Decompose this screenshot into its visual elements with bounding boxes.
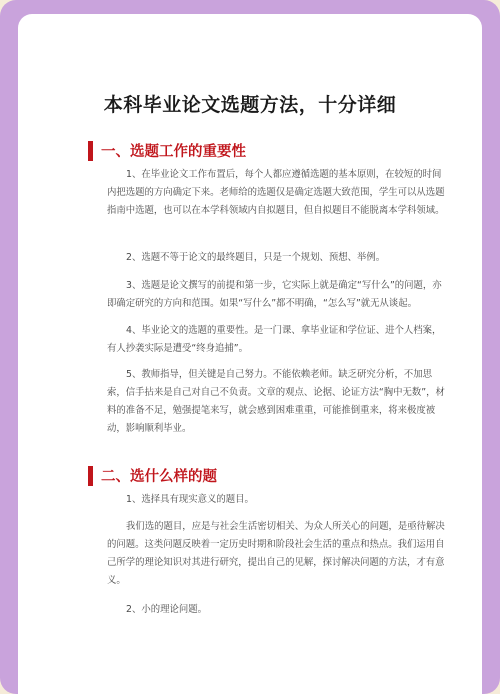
section-heading-1 <box>88 140 246 161</box>
paragraph: 2、选题不等于论文的最终题目，只是一个规划、预想、举例。 <box>126 252 386 263</box>
section-heading-label: 一、选题工作的重要性 <box>101 144 246 160</box>
section-heading-2 <box>88 465 217 486</box>
heading-marker <box>88 466 93 486</box>
section-heading-label: 二、选什么样的题 <box>101 469 217 485</box>
document-title: 本科毕业论文选题方法，十分详细 <box>103 94 397 116</box>
paragraph: 3、选题是论文撰写的前提和第一步，它实际上就是确定“写什么”的问题，亦即确定研究的方向和范围。如果“写什么”都不明确，“怎么写”就无从谈起。 <box>107 280 442 309</box>
paragraph: 1、选择具有现实意义的题目。 <box>126 494 254 505</box>
paragraph: 1、在毕业论文工作布置后，每个人都应遵循选题的基本原则，在较短的时间内把选题的方向确定下来。老师给的选题仅是确定选题大致范围，学生可以从选题指南中选题，也可以在本学科领域内自拟题目，但自拟题目不能脱离本学科领域。 <box>107 169 445 216</box>
paragraph: 4、毕业论文的选题的重要性。是一门课、拿毕业证和学位证、进个人档案，有人抄袭实际是遭受“终身追捕”。 <box>107 325 442 354</box>
paragraph: 我们选的题目，应是与社会生活密切相关、为众人所关心的问题，是亟待解决的问题。这类问题反映着一定历史时期和阶段社会生活的重点和热点。我们运用自己所学的理论知识对其进行研究，提出自己的见解，探讨解决问题的方法，才有意义。 <box>107 521 445 586</box>
document-page <box>18 14 482 694</box>
paragraph: 2、小的理论问题。 <box>126 604 207 615</box>
heading-marker <box>88 141 93 161</box>
paragraph: 5、教师指导，但关键是自己努力。不能依赖老师。缺乏研究分析，不加思索，信手拈来是自己对自己不负责。文章的观点、论据、论证方法“胸中无数”，材料的准备不足，勉强提笔来写，就会感到困难重重，可能推倒重来，将来极度被动，影响顺利毕业。 <box>107 369 445 434</box>
